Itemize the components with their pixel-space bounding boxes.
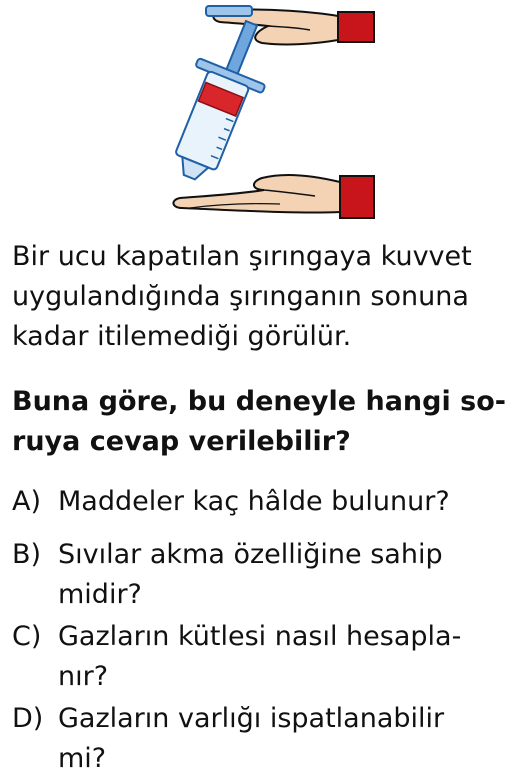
option-line: mi? <box>58 743 107 774</box>
option-line: midir? <box>58 579 142 610</box>
option-letter: C) <box>12 621 42 652</box>
option-text <box>58 482 520 522</box>
option-line: Maddeler kaç hâlde bulunur? <box>58 486 450 517</box>
option-letter: A) <box>12 486 42 517</box>
option-line: Gazların varlığı ispatlanabilir <box>58 703 445 734</box>
prompt-line: Buna göre, bu deneyle hangi so- <box>12 386 506 417</box>
question-stem <box>12 237 520 357</box>
bottom-sleeve <box>340 176 374 218</box>
option-b[interactable] <box>12 535 520 615</box>
option-c[interactable] <box>12 617 520 697</box>
stem-line: Bir ucu kapatılan şırıngaya kuvvet <box>12 241 472 272</box>
syringe-illustration <box>150 0 380 222</box>
prompt-line: ruya cevap verilebilir? <box>12 426 351 457</box>
option-letter: D) <box>12 703 44 734</box>
option-letter: B) <box>12 539 42 570</box>
option-a[interactable] <box>12 482 520 522</box>
option-text <box>58 535 520 615</box>
option-text <box>58 699 520 779</box>
top-sleeve <box>338 12 374 42</box>
plunger-head <box>206 6 252 16</box>
option-line: nır? <box>58 661 109 692</box>
option-line: Sıvılar akma özelliğine sahip <box>58 539 443 570</box>
option-d[interactable] <box>12 699 520 779</box>
stem-line: kadar itilemediği görülür. <box>12 321 352 352</box>
question-prompt <box>12 382 520 462</box>
option-text <box>58 617 520 697</box>
stem-line: uygulandığında şırınganın sonuna <box>12 281 469 312</box>
option-line: Gazların kütlesi nasıl hesapla- <box>58 621 462 652</box>
